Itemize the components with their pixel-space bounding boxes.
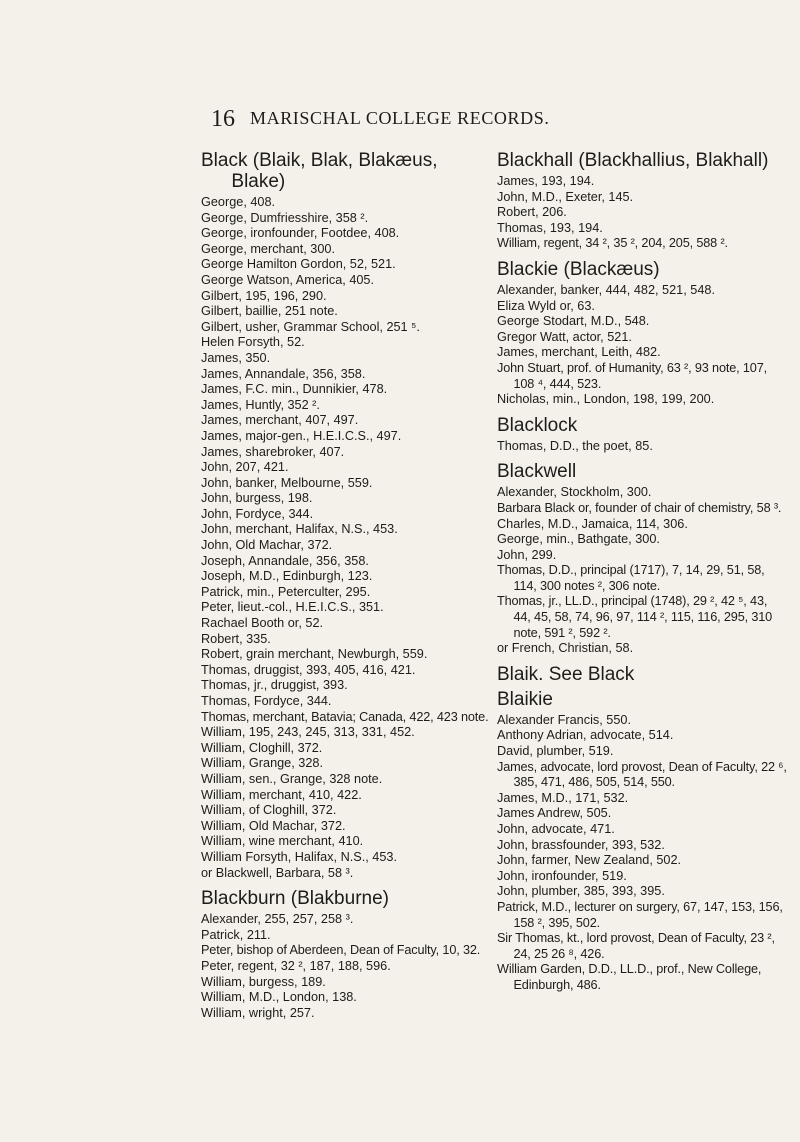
- index-entry: Peter, bishop of Aberdeen, Dean of Faculty, 10, 32.: [201, 943, 481, 958]
- index-entry: Thomas, merchant, Batavia; Canada, 422, 423 note.: [201, 709, 489, 724]
- index-entry: Gregor Watt, actor, 521.: [497, 329, 632, 344]
- index-entry: Thomas, Fordyce, 344.: [201, 694, 332, 708]
- index-entry: John, M.D., Exeter, 145.: [497, 189, 634, 204]
- entry-list: [497, 283, 787, 408]
- index-entry: Sir Thomas, kt., lord provost, Dean of Faculty, 23 ², 24, 25 26 ⁸, 426.: [497, 931, 775, 961]
- surname-heading: Blackwell: [497, 461, 577, 483]
- index-entry: William Forsyth, Halifax, N.S., 453.: [201, 849, 397, 864]
- index-entry: George, Dumfriesshire, 358 ².: [201, 210, 369, 225]
- index-entry: Thomas, D.D., the poet, 85.: [497, 438, 653, 453]
- index-entry: John, advocate, 471.: [497, 822, 615, 836]
- index-entry: Rachael Booth or, 52.: [201, 616, 324, 631]
- index-entry: William, Grange, 328.: [201, 756, 323, 771]
- index-entry: George, ironfounder, Footdee, 408.: [201, 226, 400, 241]
- index-entry: James, sharebroker, 407.: [201, 444, 345, 459]
- surname-group: [497, 415, 787, 455]
- index-entry: James, major-gen., H.E.I.C.S., 497.: [201, 428, 402, 443]
- index-entry: Robert, 206.: [497, 205, 567, 220]
- index-entry: John, burgess, 198.: [201, 491, 313, 506]
- surname-group: [497, 150, 787, 252]
- entry-list: [201, 912, 491, 1021]
- surname-group: [497, 664, 787, 685]
- index-entry: Robert, grain merchant, Newburgh, 559.: [201, 647, 428, 662]
- index-entry: Robert, 335.: [201, 631, 271, 646]
- index-entry: Peter, regent, 32 ², 187, 188, 596.: [201, 958, 391, 973]
- index-entry: James, 350.: [201, 350, 271, 365]
- index-entry: Joseph, M.D., Edinburgh, 123.: [201, 569, 373, 584]
- running-head: MARISCHAL COLLEGE RECORDS.: [250, 108, 550, 128]
- index-entry: Alexander, 255, 257, 258 ³.: [201, 912, 354, 927]
- surname-group: [497, 259, 787, 408]
- index-entry: George, min., Bathgate, 300.: [497, 532, 660, 547]
- index-entry: William, M.D., London, 138.: [201, 990, 357, 1005]
- index-entry: Eliza Wyld or, 63.: [497, 298, 595, 313]
- index-entry: James Andrew, 505.: [497, 806, 612, 821]
- index-entry: Nicholas, min., London, 198, 199, 200.: [497, 392, 715, 407]
- index-entry: William, wine merchant, 410.: [201, 834, 364, 849]
- index-entry: Gilbert, 195, 196, 290.: [201, 288, 327, 303]
- index-entry: George Watson, America, 405.: [201, 272, 375, 287]
- index-entry: Thomas, druggist, 393, 405, 416, 421.: [201, 662, 416, 677]
- index-entry: Alexander Francis, 550.: [497, 712, 631, 727]
- index-entry: John, 299.: [497, 547, 557, 562]
- index-entry: John, 207, 421.: [201, 460, 289, 475]
- index-entry: John, brassfounder, 393, 532.: [497, 837, 665, 852]
- index-entry: John, farmer, New Zealand, 502.: [497, 853, 682, 868]
- index-entry: William, regent, 34 ², 35 ², 204, 205, 588 ².: [497, 236, 728, 251]
- index-entry: William, burgess, 189.: [201, 974, 326, 989]
- index-entry: John, ironfounder, 519.: [497, 868, 627, 883]
- index-entry: James, M.D., 171, 532.: [497, 790, 629, 805]
- index-entry: James, 193, 194.: [497, 174, 595, 188]
- surname-heading: Blackburn (Blakburne): [201, 888, 389, 910]
- surname-heading: Blaik. See Black: [497, 663, 635, 685]
- index-entry: Thomas, jr., druggist, 393.: [201, 678, 348, 693]
- index-entry: William, Old Machar, 372.: [201, 818, 346, 833]
- surname-heading: Blacklock: [497, 414, 578, 436]
- index-entry: John Stuart, prof. of Humanity, 63 ², 93 note, 107, 108 ⁴, 444, 523.: [497, 360, 767, 391]
- index-entry: Gilbert, usher, Grammar School, 251 ⁵.: [201, 319, 420, 334]
- surname-heading: Blackhall (Blackhallius, Blakhall): [497, 150, 769, 171]
- index-entry: Thomas, jr., LL.D., principal (1748), 29 ², 42 ⁵, 43, 44, 45, 58, 74, 96, 97, 114 ², 115, 116, 295, 310 note, 591 ², 592 ².: [497, 594, 773, 640]
- index-entry: William, of Cloghill, 372.: [201, 803, 337, 818]
- right-column: [497, 150, 787, 1001]
- index-entry: Patrick, M.D., lecturer on surgery, 67, 147, 153, 156, 158 ², 395, 502.: [497, 899, 783, 930]
- index-entry: John, merchant, Halifax, N.S., 453.: [201, 522, 398, 537]
- index-entry: John, Fordyce, 344.: [201, 506, 314, 521]
- index-entry: James, advocate, lord provost, Dean of Faculty, 22 ⁶, 385, 471, 486, 505, 514, 550.: [497, 759, 787, 790]
- index-entry: James, F.C. min., Dunnikier, 478.: [201, 382, 388, 397]
- index-entry: John, plumber, 385, 393, 395.: [497, 884, 665, 899]
- index-entry: Patrick, 211.: [201, 927, 271, 942]
- index-entry: Helen Forsyth, 52.: [201, 335, 305, 350]
- surname-group: [497, 461, 787, 657]
- surname-heading: Black (Blaik, Blak, Blakæus, Blake): [201, 150, 438, 192]
- surname-group: [201, 150, 491, 881]
- index-entry: James, merchant, Leith, 482.: [497, 345, 661, 360]
- index-entry: Barbara Black or, founder of chair of chemistry, 58 ³.: [497, 500, 782, 515]
- index-entry: James, Huntly, 352 ².: [201, 397, 320, 412]
- index-entry: Gilbert, baillie, 251 note.: [201, 304, 338, 319]
- index-entry: William, wright, 257.: [201, 1005, 315, 1020]
- index-entry: George, 408.: [201, 195, 276, 209]
- index-entry: John, banker, Melbourne, 559.: [201, 475, 373, 490]
- index-entry: or French, Christian, 58.: [497, 641, 634, 656]
- index-entry: James, merchant, 407, 497.: [201, 413, 359, 428]
- index-entry: William, Cloghill, 372.: [201, 740, 323, 755]
- left-column: [201, 150, 491, 1028]
- entry-list: [497, 485, 787, 657]
- index-entry: William Garden, D.D., LL.D., prof., New College, Edinburgh, 486.: [497, 962, 762, 992]
- index-entry: Thomas, D.D., principal (1717), 7, 14, 29, 51, 58, 114, 300 notes ², 306 note.: [497, 563, 765, 593]
- index-entry: Peter, lieut.-col., H.E.I.C.S., 351.: [201, 600, 384, 615]
- index-entry: Patrick, min., Peterculter, 295.: [201, 584, 371, 599]
- index-entry: James, Annandale, 356, 358.: [201, 366, 366, 381]
- index-entry: George Stodart, M.D., 548.: [497, 314, 650, 329]
- index-entry: Thomas, 193, 194.: [497, 220, 603, 235]
- entry-list: [497, 439, 787, 455]
- index-entry: George, merchant, 300.: [201, 241, 335, 256]
- surname-heading: Blackie (Blackæus): [497, 258, 660, 280]
- surname-group: [201, 888, 491, 1021]
- index-entry: Charles, M.D., Jamaica, 114, 306.: [497, 516, 688, 531]
- index-entry: Anthony Adrian, advocate, 514.: [497, 728, 674, 743]
- index-entry: George Hamilton Gordon, 52, 521.: [201, 257, 396, 272]
- surname-heading: Blaikie: [497, 688, 553, 710]
- index-entry: Alexander, Stockholm, 300.: [497, 485, 652, 500]
- index-entry: William, sen., Grange, 328 note.: [201, 771, 383, 786]
- index-entry: John, Old Machar, 372.: [201, 538, 333, 553]
- entry-list: [497, 713, 787, 994]
- index-entry: William, 195, 243, 245, 313, 331, 452.: [201, 725, 415, 740]
- entry-list: [201, 195, 491, 881]
- entry-list: [497, 174, 787, 252]
- index-entry: Joseph, Annandale, 356, 358.: [201, 553, 369, 568]
- index-entry: or Blackwell, Barbara, 58 ³.: [201, 865, 354, 880]
- index-entry: William, merchant, 410, 422.: [201, 787, 362, 802]
- index-entry: David, plumber, 519.: [497, 744, 614, 759]
- page-number: 16: [211, 106, 235, 132]
- surname-group: [497, 689, 787, 994]
- index-entry: Alexander, banker, 444, 482, 521, 548.: [497, 282, 715, 297]
